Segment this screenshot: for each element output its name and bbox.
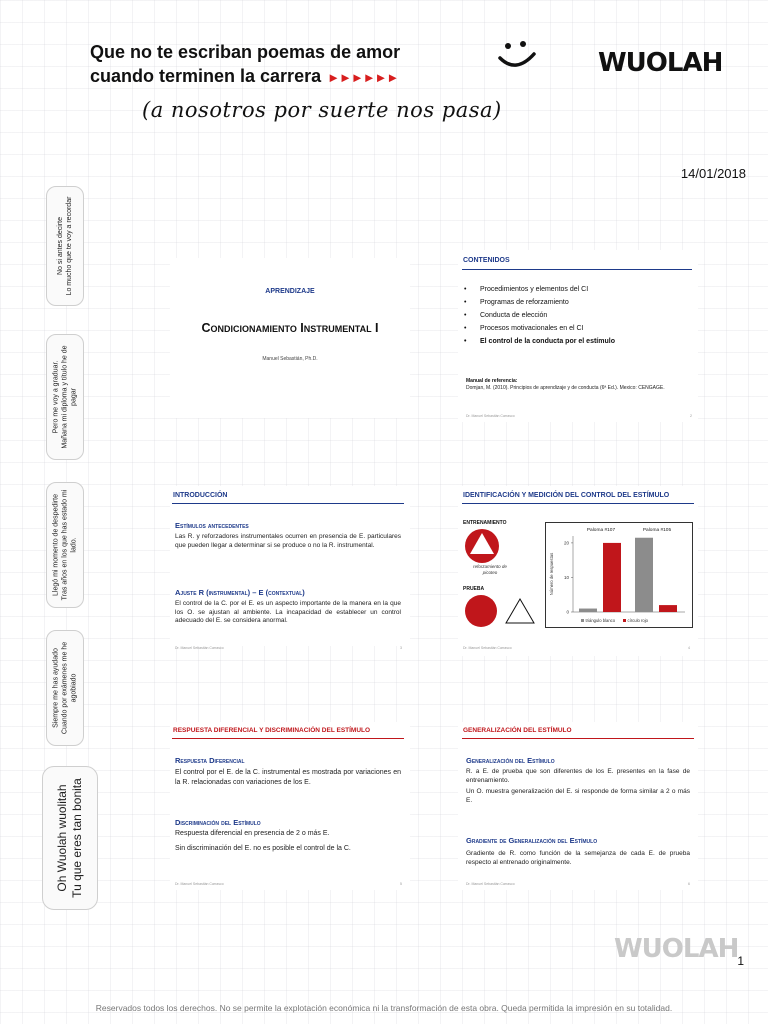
slide-6-text-1b: Un O. muestra generalización del E. si responde de forma similar a 2 o más E. bbox=[466, 788, 690, 804]
slide-4-number: 4 bbox=[688, 646, 690, 650]
slide-6-number: 6 bbox=[688, 882, 690, 886]
slide-2-ref-head: Manual de referencia: bbox=[466, 378, 518, 384]
slide-2-list bbox=[464, 286, 692, 351]
slide-6-rule bbox=[462, 738, 694, 739]
page-number: 1 bbox=[737, 954, 744, 968]
slide-6-sub-1: Generalización del Estímulo bbox=[466, 756, 555, 765]
legend-swatch bbox=[581, 619, 584, 622]
slide-3 bbox=[170, 486, 410, 650]
slide-6-title: GENERALIZACIÓN DEL ESTÍMULO bbox=[463, 727, 572, 734]
slide-2-ref-text: Domjan, M. (2010). Principios de aprendizaje y de conducta (6ª Ed.). Mexico: CENGAGE. bbox=[466, 385, 665, 391]
document-date: 14/01/2018 bbox=[680, 166, 746, 181]
slide-5-text-2b: Sin discriminación del E. no es posible el control de la C. bbox=[175, 845, 351, 852]
slide-5 bbox=[170, 722, 410, 890]
slide-3-sub-1: Estímulos antecedentes bbox=[175, 521, 249, 530]
slide-5-text-1: El control por el E. de la C. instrumental es mostrada por variaciones en la R. relacionadas con variaciones de los E. bbox=[175, 769, 401, 786]
slide-2-number: 2 bbox=[690, 414, 692, 418]
slide-3-title: INTRODUCCIÓN bbox=[173, 492, 228, 499]
list-item: • Programas de reforzamiento bbox=[464, 299, 692, 306]
slide-1-title: Condicionamiento Instrumental I bbox=[201, 321, 379, 335]
test-stimuli-icon bbox=[464, 594, 544, 628]
slide-3-text-1: Las R. y reforzadores instrumentales ocurren en presencia de E. particulares que pueden llegar a determinar si se produce o no la R. instrumental. bbox=[175, 533, 401, 549]
slide-3-sub-2: Ajuste R (instrumental) – E (contextual) bbox=[175, 588, 305, 597]
slide-4-label-test: PRUEBA bbox=[463, 586, 485, 592]
slide-1 bbox=[170, 258, 410, 418]
slide-3-text-2: El control de la C. por el E. es un aspecto importante de la manera en la que los O. se ajustan al ambiente. La incapacidad de establecer un control adecuado del E. se considera anormal. bbox=[175, 600, 401, 624]
y-axis-label: Número de respuestas bbox=[549, 552, 554, 596]
smiley-icon bbox=[496, 38, 538, 72]
side-ad-4-text: Siempre me has ayudado Cuando por exámenes me he agobiado bbox=[52, 641, 78, 735]
bar bbox=[579, 609, 597, 612]
slide-5-sub-2: Discriminación del Estímulo bbox=[175, 818, 261, 827]
slide-6-footer: Dr. Manuel Sebastián Carrasco bbox=[466, 882, 515, 886]
slide-3-footer: Dr. Manuel Sebastián Carrasco bbox=[175, 646, 224, 650]
y-tick-label: 0 bbox=[566, 609, 569, 615]
watermark-logo: WUOLAH bbox=[614, 934, 739, 964]
slide-5-number: 5 bbox=[400, 882, 402, 886]
side-ad-1-text: No si antes decirte Lo mucho que te voy a recordar bbox=[57, 196, 73, 296]
legend-swatch bbox=[623, 619, 626, 622]
bar bbox=[635, 538, 653, 612]
slide-6-text-2: Gradiente de R. como función de la semejanza de cada E. de prueba respecto al entrenado originalmente. bbox=[466, 850, 690, 866]
slide-6 bbox=[458, 722, 698, 890]
slide-4 bbox=[458, 486, 698, 656]
y-tick-label: 10 bbox=[563, 574, 569, 580]
slide-5-sub-1: Respuesta Diferencial bbox=[175, 756, 245, 765]
slide-3-number: 3 bbox=[400, 646, 402, 650]
list-item-current: • El control de la conducta por el estímulo bbox=[464, 338, 692, 345]
arrows-icon: ►►►►►► bbox=[327, 70, 399, 85]
slide-5-title: RESPUESTA DIFERENCIAL Y DISCRIMINACIÓN DEL ESTÍMULO bbox=[173, 727, 371, 734]
footer-rights: Reservados todos los derechos. No se permite la explotación económica ni la transformación de esta obra. Queda permitida la impresión en su totalidad. bbox=[95, 1003, 673, 1013]
slide-1-author: Manuel Sebastián, Ph.D. bbox=[262, 356, 318, 362]
slide-2-footer: Dr. Manuel Sebastián Carrasco bbox=[466, 414, 515, 418]
slide-3-rule bbox=[172, 503, 404, 504]
slide-2-title: CONTENIDOS bbox=[463, 257, 510, 264]
training-stimulus-icon bbox=[464, 528, 504, 564]
side-ad-3[interactable] bbox=[46, 482, 84, 608]
header-line-1: Que no te escriban poemas de amor bbox=[90, 42, 401, 62]
slide-2-rule bbox=[462, 269, 692, 270]
bar bbox=[603, 543, 621, 612]
header-line-2-text: cuando terminen la carrera bbox=[90, 66, 322, 86]
brand-logo[interactable]: WUOLAH bbox=[598, 48, 723, 78]
side-ad-2[interactable] bbox=[46, 334, 84, 460]
legend-label: triángulo blanco bbox=[585, 618, 616, 623]
panel-label: Paloma #105 bbox=[642, 528, 672, 533]
tagline: (a nosotros por suerte nos pasa) bbox=[142, 98, 502, 122]
slide-6-sub-2: Gradiente de Generalización del Estímulo bbox=[466, 836, 598, 845]
legend-label: círculo rojo bbox=[627, 618, 648, 623]
y-tick-label: 20 bbox=[563, 540, 569, 546]
slide-4-label-reinf: reforzamiento de picoteo bbox=[473, 564, 507, 575]
slide-4-rule bbox=[462, 503, 694, 504]
slide-5-footer: Dr. Manuel Sebastián Carrasco bbox=[175, 882, 224, 886]
list-item: • Procedimientos y elementos del CI bbox=[464, 286, 692, 293]
slide-5-text-2a: Respuesta diferencial en presencia de 2 o más E. bbox=[175, 830, 330, 837]
panel-label: Paloma #107 bbox=[586, 528, 616, 533]
side-ad-2-text: Pero me voy a graduar. Mañana mi diploma y título he de pagar bbox=[52, 345, 78, 449]
slide-5-rule bbox=[172, 738, 404, 739]
slide-4-title: IDENTIFICACIÓN Y MEDICIÓN DEL CONTROL DEL ESTÍMULO bbox=[463, 492, 670, 499]
bar-chart bbox=[545, 522, 693, 628]
header-line-2 bbox=[90, 66, 398, 87]
slide-4-label-train: ENTRENAMIENTO bbox=[463, 520, 507, 526]
slide-4-footer: Dr. Manuel Sebastián Carrasco bbox=[463, 646, 512, 650]
slide-2 bbox=[458, 250, 698, 422]
side-ad-5-text: Oh Wuolah wuolitah Tu que eres tan bonita bbox=[55, 778, 84, 898]
slide-1-kicker: APRENDIZAJE bbox=[265, 288, 315, 295]
side-ad-1[interactable] bbox=[46, 186, 84, 306]
list-item: • Conducta de elección bbox=[464, 312, 692, 319]
list-item: • Procesos motivacionales en el CI bbox=[464, 325, 692, 332]
bar bbox=[659, 605, 677, 612]
side-ad-4[interactable] bbox=[46, 630, 84, 746]
side-ad-3-text: Llegó mi momento de despedirte Tras años en los que has estado mi lado. bbox=[52, 489, 78, 601]
side-ad-5[interactable] bbox=[42, 766, 98, 910]
slide-6-text-1a: R. a E. de prueba que son diferentes de los E. presentes en la fase de entrenamiento. bbox=[466, 768, 690, 784]
